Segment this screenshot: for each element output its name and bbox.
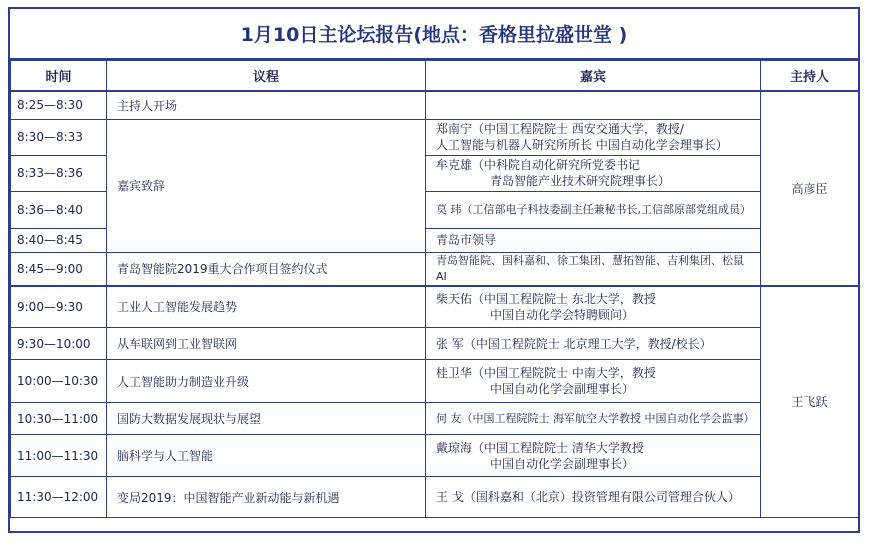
schedule-frame <box>8 7 860 533</box>
guest-cell <box>426 155 761 191</box>
guest-cell <box>426 119 761 155</box>
agenda-cell: 国防大数据发展现状与展望 <box>107 403 426 435</box>
guest-line: 郑南宁（中国工程院院士 西安交通大学，教授/ <box>436 122 684 136</box>
time-cell: 9:00—9:30 <box>11 286 107 328</box>
guest-cell: 莫 玮（工信部电子科技委副主任兼秘书长,工信部原部党组成员） <box>426 191 761 228</box>
guest-line: 人工智能与机器人研究所所长 中国自动化学会理事长） <box>436 138 728 152</box>
schedule-table <box>10 60 859 518</box>
header-agenda: 议程 <box>107 61 426 92</box>
table-row <box>11 435 859 477</box>
time-cell: 10:00—10:30 <box>11 360 107 403</box>
header-time: 时间 <box>11 61 107 92</box>
time-cell: 8:40—8:45 <box>11 228 107 252</box>
agenda-cell: 青岛智能院2019重大合作项目签约仪式 <box>107 252 426 286</box>
guest-line: 中国自动化学会副理事长） <box>490 456 635 471</box>
guest-line: 柴天佑（中国工程院院士 东北大学，教授 <box>436 291 656 306</box>
table-row <box>11 91 859 119</box>
header-host: 主持人 <box>761 61 859 92</box>
host-cell: 王飞跃 <box>761 286 859 518</box>
agenda-cell: 从车联网到工业智联网 <box>107 328 426 360</box>
table-row <box>11 403 859 435</box>
agenda-cell: 人工智能助力制造业升级 <box>107 360 426 403</box>
guest-cell <box>426 286 761 328</box>
table-row <box>11 360 859 403</box>
agenda-cell: 脑科学与人工智能 <box>107 435 426 477</box>
guest-cell <box>426 91 761 119</box>
guest-cell: 青岛市领导 <box>426 228 761 252</box>
guest-cell: 王 戈（国科嘉和（北京）投资管理有限公司管理合伙人） <box>426 477 761 518</box>
time-cell: 11:00—11:30 <box>11 435 107 477</box>
time-cell: 8:45—9:00 <box>11 252 107 286</box>
agenda-cell: 嘉宾致辞 <box>107 119 426 252</box>
agenda-cell: 主持人开场 <box>107 91 426 119</box>
time-cell: 10:30—11:00 <box>11 403 107 435</box>
time-cell: 9:30—10:00 <box>11 328 107 360</box>
guest-line: 牟克雄（中科院自动化研究所党委书记 <box>436 158 641 172</box>
agenda-cell: 工业人工智能发展趋势 <box>107 286 426 328</box>
header-guest: 嘉宾 <box>426 61 761 92</box>
guest-cell <box>426 435 761 477</box>
time-cell: 8:30—8:33 <box>11 119 107 155</box>
table-row <box>11 286 859 328</box>
table-row <box>11 477 859 518</box>
guest-cell: 何 友（中国工程院院士 海军航空大学教授 中国自动化学会监事） <box>426 403 761 435</box>
time-cell: 8:33—8:36 <box>11 155 107 191</box>
time-cell: 11:30—12:00 <box>11 477 107 518</box>
time-cell: 8:36—8:40 <box>11 191 107 228</box>
host-cell: 高彦臣 <box>761 91 859 286</box>
guest-cell <box>426 360 761 403</box>
page-title: 1月10日主论坛报告(地点：香格里拉盛世堂 ) <box>10 9 858 60</box>
agenda-cell: 变局2019：中国智能产业新动能与新机遇 <box>107 477 426 518</box>
guest-cell: 青岛智能院、国科嘉和、徐工集团、慧拓智能、吉利集团、松鼠AI <box>426 252 761 286</box>
time-cell: 8:25—8:30 <box>11 91 107 119</box>
table-row <box>11 252 859 286</box>
guest-cell: 张 军（中国工程院院士 北京理工大学，教授/校长） <box>426 328 761 360</box>
guest-line: 戴琼海（中国工程院院士 清华大学教授 <box>436 440 644 455</box>
header-row <box>11 61 859 92</box>
table-row <box>11 328 859 360</box>
guest-line: 中国自动化学会特聘顾问） <box>490 307 635 322</box>
guest-line: 中国自动化学会副理事长） <box>490 382 635 396</box>
table-row <box>11 119 859 155</box>
guest-line: 青岛智能产业技术研究院理事长） <box>490 174 671 188</box>
guest-line: 桂卫华（中国工程院院士 中南大学，教授 <box>436 366 656 380</box>
